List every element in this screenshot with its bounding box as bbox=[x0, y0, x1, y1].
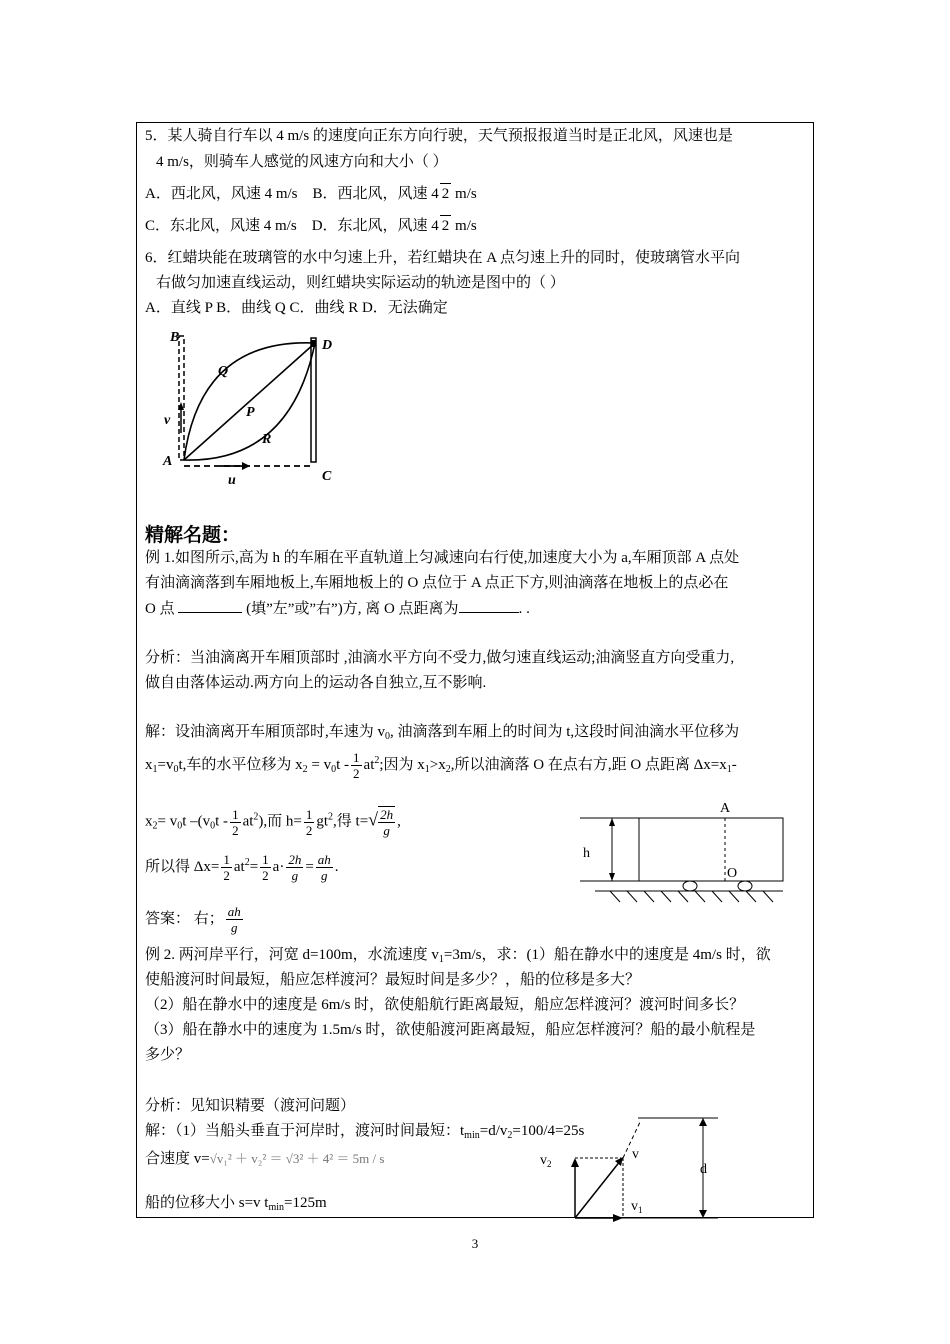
ex2-solution-3 bbox=[145, 1193, 327, 1218]
label-h: h bbox=[583, 846, 590, 861]
q5-line1: 5．某人骑自行车以 4 m/s 的速度向正东方向行驶，天气预报报道当时是正北风，风速也是 bbox=[145, 128, 733, 144]
t: x bbox=[145, 813, 153, 830]
ex1-answer bbox=[145, 904, 245, 935]
label-r: R bbox=[262, 432, 272, 447]
sub: min bbox=[268, 1202, 285, 1213]
ex2-analysis: 分析：见知识精要（渡河问题） bbox=[145, 1098, 356, 1114]
q5-options-ab bbox=[145, 183, 477, 204]
label-q: Q bbox=[218, 364, 229, 379]
fraction-ah-g: $\frac{ah}{g}$ bbox=[317, 852, 331, 883]
t: ,所以油滴落 O 在点右方,距 O 点距离 Δx=x bbox=[450, 756, 727, 773]
page-number: 3 bbox=[471, 1236, 479, 1251]
t: 例 2. 两河岸平行，河宽 d=100m，水流速度 v bbox=[145, 947, 439, 963]
t: at bbox=[242, 813, 254, 830]
sub: 2 bbox=[507, 1130, 513, 1141]
sup: 2 bbox=[253, 811, 259, 823]
unit: m/s bbox=[455, 186, 477, 202]
sub: min bbox=[464, 1130, 480, 1141]
sub: 2 bbox=[445, 763, 451, 775]
sup: 2 bbox=[374, 754, 380, 766]
ex1-solution-2 bbox=[145, 750, 737, 781]
q6-line1: 6．红蜡块能在玻璃管的水中匀速上升，若红蜡块在 A 点匀速上升的同时，使玻璃管水平向 bbox=[145, 250, 741, 266]
label-a: A bbox=[720, 801, 731, 816]
label-c: C bbox=[322, 469, 332, 484]
label-v2: $v_2$ bbox=[540, 1153, 552, 1169]
sub: 2 bbox=[302, 763, 308, 775]
t: at bbox=[363, 756, 375, 773]
sqrt-sign: √ bbox=[368, 809, 379, 830]
sub: 0 bbox=[173, 763, 179, 775]
fraction-half: $\frac{1}{2}$ bbox=[223, 852, 230, 883]
ex1-solution-4 bbox=[145, 852, 339, 883]
fraction-half: $\frac{1}{2}$ bbox=[353, 750, 360, 781]
t: t - bbox=[215, 813, 229, 830]
sub: 1 bbox=[424, 763, 430, 775]
fraction-half: $\frac{1}{2}$ bbox=[305, 806, 313, 838]
t: t - bbox=[336, 756, 350, 773]
ex1-line1: 例 1.如图所示,高为 h 的车厢在平直轨道上匀减速向右行使,加速度大小为 a,车厢顶部 A 点处 bbox=[145, 550, 740, 566]
t: 解：（1）当船头垂直于河岸时，渡河时间最短：t bbox=[145, 1123, 465, 1139]
t: =d/v bbox=[479, 1123, 508, 1139]
ex1-analysis-1: 分析：当油滴离开车厢顶部时 ,油滴水平方向不受力,做匀速直线运动;油滴竖直方向受重力, bbox=[145, 650, 735, 666]
t: . bbox=[334, 858, 339, 875]
t: - bbox=[731, 756, 737, 773]
q5-option-b: B．西北风，风速 4 bbox=[312, 186, 439, 202]
q5-option-c: C．东北风，风速 4 m/s bbox=[145, 218, 297, 234]
ex1-solution-1 bbox=[145, 722, 739, 747]
t: ,得 t= bbox=[333, 813, 369, 830]
ex1-line3-mid: (填”左”或”右”)方, 离 O 点距离为 bbox=[246, 601, 459, 617]
label-u: u bbox=[228, 473, 236, 488]
label-v1: $v_1$ bbox=[631, 1199, 643, 1215]
label-d: D bbox=[322, 338, 333, 353]
t: gt bbox=[316, 813, 329, 830]
t: t –(v bbox=[182, 813, 211, 830]
ex2-line3: （2）船在静水中的速度是 6m/s 时，欲使船航行距离最短，船应怎样渡河？渡河时间多长？ bbox=[145, 997, 745, 1013]
label-o: O bbox=[727, 866, 738, 881]
sub: 1 bbox=[152, 763, 158, 775]
sub: 0 bbox=[385, 731, 391, 742]
t: = bbox=[305, 858, 314, 875]
ex2-line1 bbox=[145, 945, 771, 970]
unit: m/s bbox=[455, 218, 477, 234]
sub: 1 bbox=[438, 954, 444, 965]
t: a· bbox=[272, 858, 285, 875]
t: 船的位移大小 s=v t bbox=[145, 1195, 269, 1211]
t: =v bbox=[157, 756, 174, 773]
label-b: B bbox=[170, 330, 180, 345]
section-title: 精解名题： bbox=[145, 524, 241, 546]
label-d: d bbox=[700, 1162, 707, 1177]
ex2-solution-1 bbox=[145, 1121, 584, 1146]
answer-blank-1[interactable] bbox=[178, 598, 242, 613]
t: , bbox=[397, 813, 401, 830]
sup: 2 bbox=[244, 856, 250, 868]
fraction-2h-g: $\frac{2h}{g}$ bbox=[288, 852, 302, 883]
velocity-formula: √v₁² ＋ v₂² ＝ √3² ＋ 4² ＝ 5m / s bbox=[209, 1151, 385, 1166]
sub: 2 bbox=[152, 820, 158, 832]
fraction-2h-g: $\frac{2h}{g}$ bbox=[380, 807, 394, 838]
answer-blank-2[interactable] bbox=[459, 598, 519, 613]
fraction-half: $\frac{1}{2}$ bbox=[232, 806, 239, 838]
t: 解：设油滴离开车厢顶部时,车速为 v bbox=[145, 724, 386, 740]
t: x bbox=[145, 756, 153, 773]
river-crossing-figure bbox=[535, 1112, 735, 1222]
ex1-analysis-2: 做自由落体运动.两方向上的运动各自独立,互不影响. bbox=[145, 675, 487, 691]
q6-line2: 右做匀加速直线运动，则红蜡块实际运动的轨迹是图中的（ ） bbox=[156, 275, 565, 291]
ex1-o-point: O 点 bbox=[145, 601, 175, 617]
label-v: v bbox=[632, 1147, 639, 1162]
t: 所以得 Δx= bbox=[145, 858, 220, 875]
ex1-solution-3 bbox=[145, 806, 401, 838]
ex1-line3 bbox=[145, 598, 530, 619]
ex2-solution-2 bbox=[145, 1149, 384, 1169]
t: =125m bbox=[284, 1195, 327, 1211]
t: =100/4=25s bbox=[512, 1123, 585, 1139]
ex2-line2: 使船渡河时间最短，船应怎样渡河？最短时间是多少？，船的位移是多大？ bbox=[145, 972, 641, 988]
q5-line2: 4 m/s，则骑车人感觉的风速方向和大小（ ） bbox=[156, 154, 448, 170]
t: = v bbox=[307, 756, 332, 773]
fraction-half: $\frac{1}{2}$ bbox=[262, 852, 269, 883]
label-v: v bbox=[164, 413, 171, 428]
sub: 0 bbox=[331, 763, 337, 775]
ex1-line2: 有油滴滴落到车厢地板上,车厢地板上的 O 点位于 A 点正下方,则油滴落在地板上的点必在 bbox=[145, 575, 729, 591]
t: >x bbox=[429, 756, 446, 773]
ex2-line4: （3）船在静水中的速度为 1.5m/s 时，欲使船渡河距离最短，船应怎样渡河？船的最小航程是 bbox=[145, 1022, 756, 1038]
answer-label: 答案： 右； bbox=[145, 910, 224, 927]
label-a: A bbox=[163, 454, 173, 469]
sqrt-2: 2 bbox=[440, 215, 452, 236]
t: = v bbox=[157, 813, 178, 830]
t: at bbox=[233, 858, 245, 875]
label-p: P bbox=[246, 405, 255, 420]
t: = bbox=[249, 858, 259, 875]
q5-options-cd bbox=[145, 215, 477, 236]
trajectory-figure bbox=[160, 328, 350, 488]
t: , 油滴落到车厢上的时间为 t,这段时间油滴水平位移为 bbox=[390, 724, 740, 740]
ex1-line3-end: . . bbox=[518, 601, 530, 617]
sqrt-2: 2 bbox=[440, 183, 452, 204]
carriage-figure bbox=[575, 796, 790, 912]
q6-options: A．直线 P B．曲线 Q C．曲线 R D．无法确定 bbox=[145, 300, 448, 316]
t: 合速度 v= bbox=[145, 1151, 210, 1167]
sub: 0 bbox=[210, 820, 216, 832]
t: =3m/s，求：(1）船在静水中的速度是 4m/s 时，欲 bbox=[443, 947, 771, 963]
sup: 2 bbox=[328, 811, 334, 823]
t: t,车的水平位移为 x bbox=[178, 756, 303, 773]
sub: 1 bbox=[726, 763, 732, 775]
ex2-line5: 多少？ bbox=[145, 1047, 191, 1063]
t: ;因为 x bbox=[379, 756, 425, 773]
sub: 0 bbox=[177, 820, 183, 832]
t: ),而 h= bbox=[258, 813, 302, 830]
q5-option-d: D．东北风，风速 4 bbox=[311, 218, 439, 234]
q5-option-a: A．西北风，风速 4 m/s bbox=[145, 186, 298, 202]
fraction-ah-g: $\frac{ah}{g}$ bbox=[227, 904, 241, 935]
